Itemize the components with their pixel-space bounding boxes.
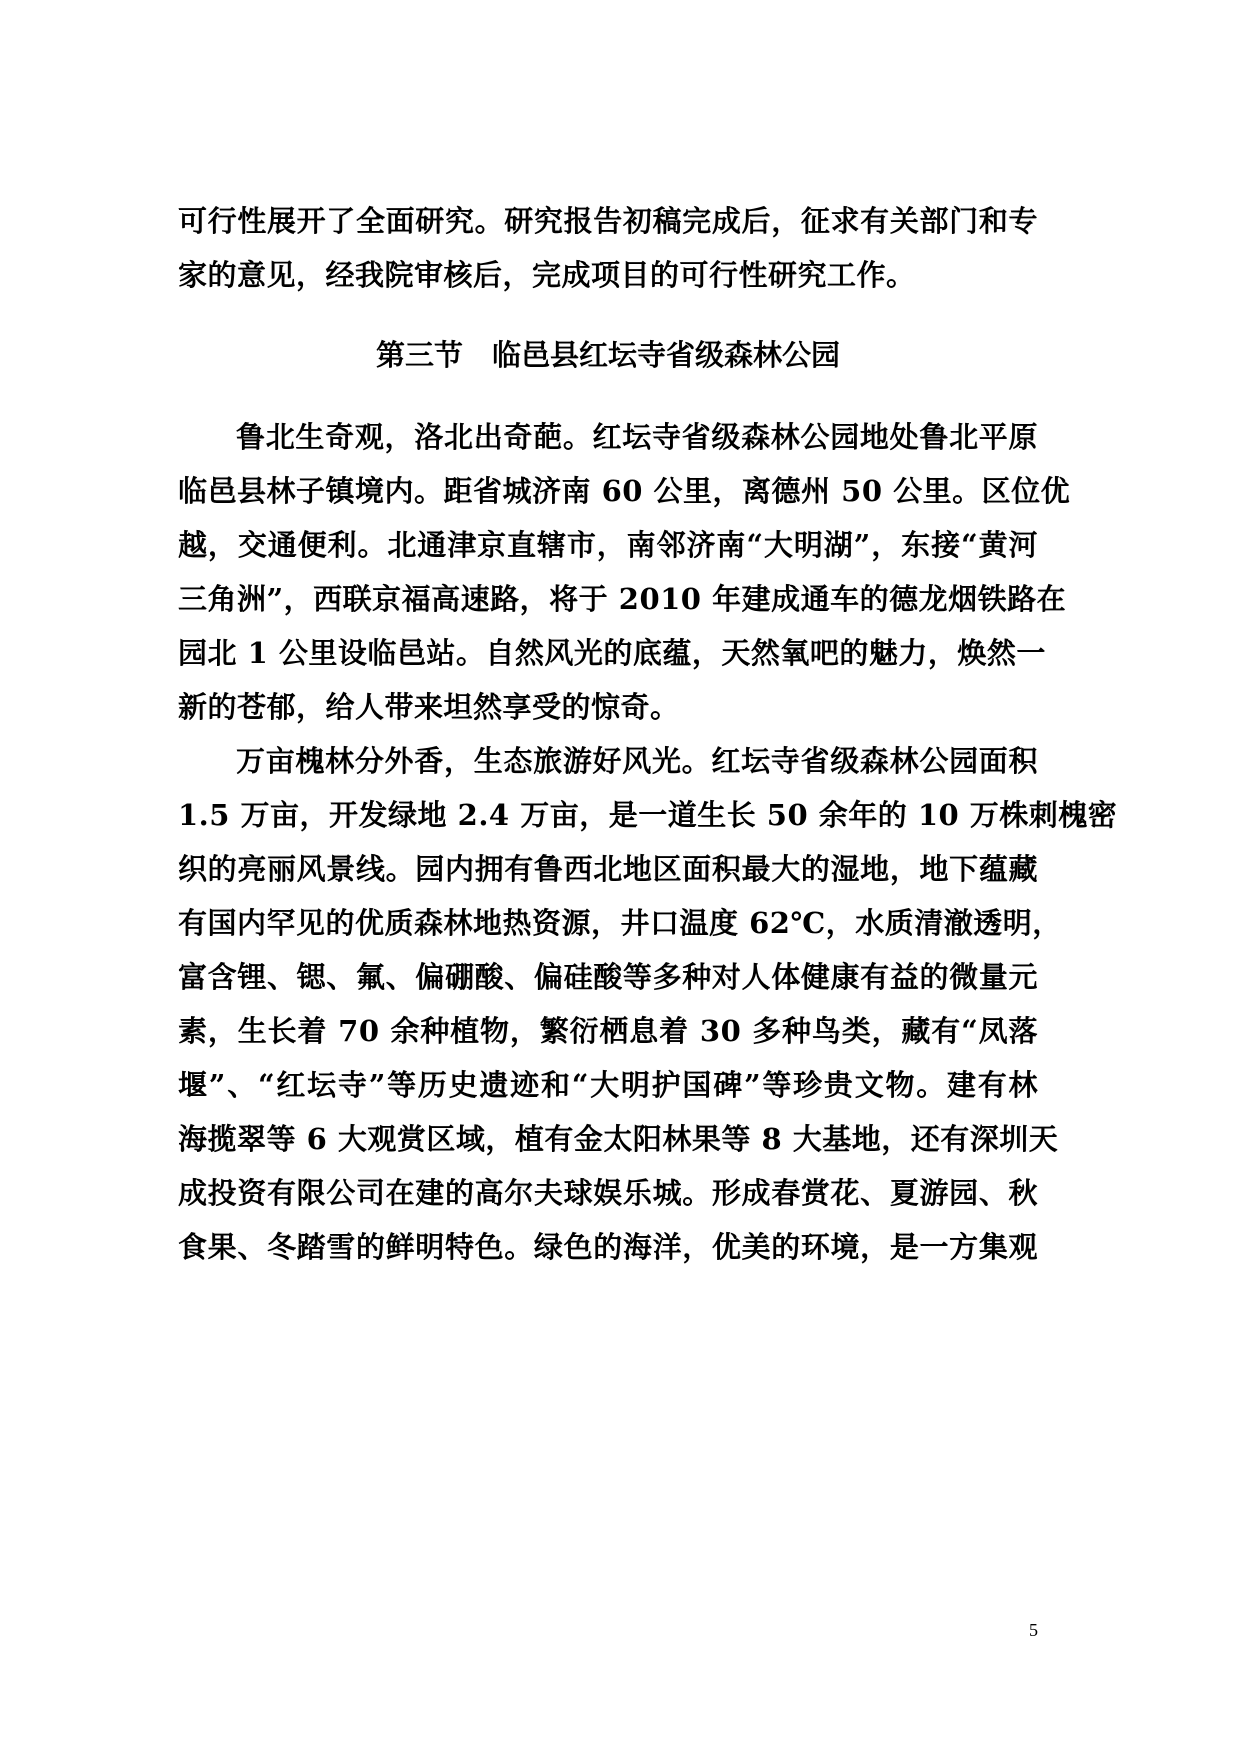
paragraph-2-line: 织的亮丽风景线。园内拥有鲁西北地区面积最大的湿地，地下蕴藏 bbox=[178, 852, 1038, 886]
paragraph-1-line: 园北 1 公里设临邑站。自然风光的底蕴，天然氧吧的魅力，焕然一 bbox=[178, 636, 1046, 670]
paragraph-2-line: 海揽翠等 6 大观赏区域，植有金太阳林果等 8 大基地，还有深圳天 bbox=[178, 1122, 1059, 1156]
paragraph-2-line: 成投资有限公司在建的高尔夫球娱乐城。形成春赏花、夏游园、秋 bbox=[178, 1176, 1038, 1210]
paragraph-1-line: 新的苍郁，给人带来坦然享受的惊奇。 bbox=[178, 690, 680, 724]
paragraph-1-line: 三角洲”，西联京福高速路，将于 2010 年建成通车的德龙烟铁路在 bbox=[178, 582, 1067, 616]
section-heading: 第三节 临邑县红坛寺省级森林公园 bbox=[375, 338, 840, 372]
body-text-line: 可行性展开了全面研究。研究报告初稿完成后，征求有关部门和专 bbox=[178, 204, 1038, 238]
paragraph-1-line: 临邑县林子镇境内。距省城济南 60 公里，离德州 50 公里。区位优 bbox=[178, 474, 1071, 508]
page-number: 5 bbox=[1029, 1620, 1038, 1640]
body-text-line: 家的意见，经我院审核后，完成项目的可行性研究工作。 bbox=[178, 258, 916, 292]
paragraph-2-line: 1.5 万亩，开发绿地 2.4 万亩，是一道生长 50 余年的 10 万株刺槐密 bbox=[178, 798, 1118, 832]
paragraph-2-line: 素，生长着 70 余种植物，繁衍栖息着 30 多种鸟类，藏有“凤落 bbox=[178, 1014, 1038, 1048]
paragraph-2-line: 富含锂、锶、氟、偏硼酸、偏硅酸等多种对人体健康有益的微量元 bbox=[178, 960, 1038, 994]
paragraph-1-line: 鲁北生奇观，洛北出奇葩。红坛寺省级森林公园地处鲁北平原 bbox=[236, 420, 1038, 454]
paragraph-2-line: 有国内罕见的优质森林地热资源，井口温度 62℃，水质清澈透明， bbox=[178, 906, 1062, 940]
paragraph-2-line: 堰”、“红坛寺”等历史遗迹和“大明护国碑”等珍贵文物。建有林 bbox=[178, 1068, 1038, 1102]
paragraph-2-line: 万亩槐林分外香，生态旅游好风光。红坛寺省级森林公园面积 bbox=[236, 744, 1038, 778]
paragraph-1-line: 越，交通便利。北通津京直辖市，南邻济南“大明湖”，东接“黄河 bbox=[178, 528, 1038, 562]
paragraph-2-line: 食果、冬踏雪的鲜明特色。绿色的海洋，优美的环境，是一方集观 bbox=[178, 1230, 1038, 1264]
